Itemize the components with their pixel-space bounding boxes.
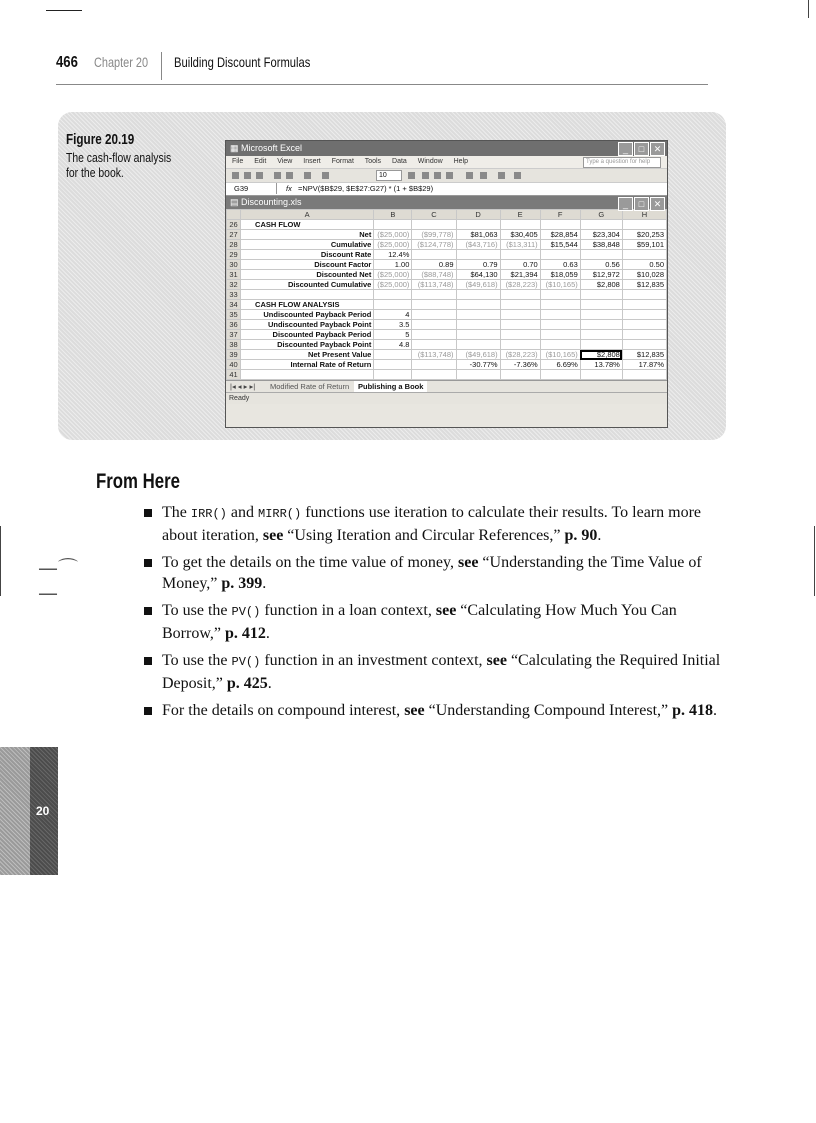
row-number[interactable]: 31 (227, 270, 241, 280)
item-text: To get the details on the time value of money, (162, 554, 458, 571)
cell[interactable]: 0.63 (540, 260, 580, 270)
table-row (227, 360, 667, 370)
section-heading: From Here (96, 470, 181, 493)
see-label: see (435, 602, 457, 619)
cell[interactable]: 17.87% (622, 360, 666, 370)
function-name: PV() (231, 655, 261, 669)
row-label[interactable]: Discounted Cumulative (241, 280, 374, 290)
cell[interactable] (580, 250, 622, 260)
function-name: PV() (231, 605, 261, 619)
workbook-titlebar (226, 196, 667, 209)
select-all-corner[interactable] (227, 210, 241, 220)
cell[interactable]: ($43,716) (456, 240, 500, 250)
cell[interactable]: ($10,165) (540, 280, 580, 290)
table-row (227, 310, 667, 320)
column-header[interactable]: F (540, 210, 580, 220)
status-bar: Ready (226, 392, 667, 404)
see-label: see (404, 702, 425, 719)
thumb-tab-shade (0, 747, 30, 875)
row-label[interactable]: Undiscounted Payback Point (241, 320, 374, 330)
cell[interactable] (374, 300, 412, 310)
cell[interactable] (580, 370, 622, 380)
table-row (227, 330, 667, 340)
menu-edit[interactable]: Edit (254, 158, 267, 165)
row-number[interactable]: 32 (227, 280, 241, 290)
excel-window (225, 140, 668, 428)
row-label[interactable]: CASH FLOW (241, 220, 374, 230)
bullet-icon (144, 559, 152, 567)
cell[interactable]: ($49,618) (456, 280, 500, 290)
cell[interactable] (622, 370, 666, 380)
column-header[interactable]: A (241, 210, 374, 220)
excel-app-icon: ▦ (230, 143, 242, 153)
cell[interactable] (500, 330, 540, 340)
cell[interactable]: ($13,311) (500, 240, 540, 250)
sum-icon[interactable] (304, 172, 311, 179)
list-item (148, 502, 728, 546)
fill-color-icon[interactable] (514, 172, 521, 179)
excel-titlebar (226, 141, 667, 156)
cell[interactable]: 0.79 (456, 260, 500, 270)
cell[interactable] (456, 340, 500, 350)
cell[interactable]: 1.00 (374, 260, 412, 270)
close-icon[interactable]: ✕ (650, 197, 665, 211)
align-left-icon[interactable] (422, 172, 429, 179)
table-row (227, 240, 667, 250)
cell[interactable] (622, 250, 666, 260)
save-icon[interactable] (256, 172, 263, 179)
cell[interactable]: $12,835 (622, 280, 666, 290)
chapter-label: Chapter 20 (94, 54, 149, 70)
name-box[interactable]: G39 (228, 183, 277, 194)
cell[interactable]: 6.69% (540, 360, 580, 370)
bold-icon[interactable] (408, 172, 415, 179)
menu-bar (226, 156, 667, 168)
table-row (227, 300, 667, 310)
figure-title: Figure 20.19 (66, 131, 135, 148)
table-row (227, 250, 667, 260)
cell[interactable] (456, 220, 500, 230)
align-center-icon[interactable] (434, 172, 441, 179)
cell[interactable]: $10,028 (622, 270, 666, 280)
cell[interactable]: -7.36% (500, 360, 540, 370)
redo-icon[interactable] (286, 172, 293, 179)
row-number[interactable]: 33 (227, 290, 241, 300)
cross-reference[interactable]: “Using Iteration and Circular References,” (283, 527, 565, 544)
row-number[interactable]: 26 (227, 220, 241, 230)
restore-icon[interactable]: □ (634, 197, 649, 211)
page-reference[interactable]: p. 412 (224, 625, 266, 642)
cross-reference[interactable]: “Calculating How Much You Can Borrow,” (162, 602, 677, 642)
row-label[interactable]: Cumulative (241, 240, 374, 250)
table-row (227, 320, 667, 330)
list-item (148, 650, 728, 694)
cell[interactable] (540, 220, 580, 230)
cell[interactable] (540, 310, 580, 320)
item-text: function in a loan context, (260, 602, 436, 619)
cell[interactable] (540, 300, 580, 310)
chapter-title: Building Discount Formulas (174, 54, 311, 70)
maximize-icon[interactable]: □ (634, 142, 649, 156)
cell[interactable]: ($25,000) (374, 270, 412, 280)
cell[interactable] (500, 250, 540, 260)
decimal-icon[interactable] (480, 172, 487, 179)
item-text: and (226, 504, 258, 521)
crop-mark (46, 10, 82, 11)
cell[interactable]: ($88,748) (412, 270, 456, 280)
menu-insert[interactable]: Insert (303, 158, 321, 165)
figure-caption: The cash-flow analysis for the book. (66, 150, 172, 180)
page-number: 466 (56, 54, 78, 71)
item-text: For the details on compound interest, (162, 702, 405, 719)
cell[interactable] (622, 310, 666, 320)
table-row (227, 370, 667, 380)
list-item (148, 600, 728, 644)
row-number[interactable]: 28 (227, 240, 241, 250)
column-header[interactable]: C (412, 210, 456, 220)
menu-data[interactable]: Data (392, 158, 407, 165)
cell[interactable] (456, 300, 500, 310)
item-text: function in an investment context, (260, 652, 487, 669)
cell[interactable] (622, 340, 666, 350)
bullet-icon (144, 707, 152, 715)
cell[interactable] (412, 330, 456, 340)
cell[interactable]: 0.50 (622, 260, 666, 270)
cell[interactable] (412, 340, 456, 350)
table-row (227, 270, 667, 280)
cross-reference[interactable]: “Understanding the Time Value of Money,” (162, 554, 702, 592)
cell[interactable] (622, 300, 666, 310)
cell[interactable] (622, 290, 666, 300)
item-text: . (597, 527, 602, 544)
cell[interactable] (500, 290, 540, 300)
cell[interactable]: 4 (374, 310, 412, 320)
cell[interactable] (580, 340, 622, 350)
page-reference[interactable]: p. 90 (564, 527, 598, 544)
align-right-icon[interactable] (446, 172, 453, 179)
cell[interactable]: $81,063 (456, 230, 500, 240)
chart-icon[interactable] (322, 172, 329, 179)
page-reference[interactable]: p. 418 (672, 702, 714, 719)
minimize-icon[interactable]: _ (618, 197, 633, 211)
item-text: To use the (162, 652, 232, 669)
cell[interactable]: $28,854 (540, 230, 580, 240)
cell[interactable]: ($113,748) (412, 350, 456, 360)
cell[interactable] (456, 320, 500, 330)
font-size-select[interactable]: 10 (376, 170, 402, 181)
cell[interactable]: 5 (374, 330, 412, 340)
item-text: functions use iteration to calculate their results. To learn more about iteration, (162, 504, 702, 544)
cell[interactable] (500, 370, 540, 380)
cell[interactable] (412, 360, 456, 370)
cell[interactable] (500, 310, 540, 320)
app-title: Microsoft Excel (241, 143, 303, 153)
row-number[interactable]: 38 (227, 340, 241, 350)
cell[interactable] (622, 220, 666, 230)
row-label[interactable] (241, 290, 374, 300)
cell[interactable]: $38,848 (580, 240, 622, 250)
row-label[interactable]: Net (241, 230, 374, 240)
cell[interactable]: $21,394 (500, 270, 540, 280)
cell[interactable]: ($28,223) (500, 280, 540, 290)
cell[interactable]: 13.78% (580, 360, 622, 370)
running-header (56, 54, 708, 85)
sheet-tab-modified-rate[interactable]: Modified Rate of Return (270, 382, 350, 391)
cell[interactable] (456, 290, 500, 300)
menu-view[interactable]: View (277, 158, 293, 165)
item-text: . (265, 625, 270, 642)
cell[interactable]: ($25,000) (374, 240, 412, 250)
cell[interactable] (580, 320, 622, 330)
cell[interactable] (374, 360, 412, 370)
cell[interactable] (500, 340, 540, 350)
help-search-input[interactable]: Type a question for help (583, 157, 661, 168)
cell[interactable] (412, 290, 456, 300)
cell[interactable] (622, 320, 666, 330)
cell[interactable] (580, 300, 622, 310)
table-row (227, 350, 667, 360)
cell[interactable] (500, 220, 540, 230)
item-text: . (267, 675, 272, 692)
cell[interactable]: $59,101 (622, 240, 666, 250)
cell[interactable]: $12,835 (622, 350, 666, 360)
cell[interactable]: $12,972 (580, 270, 622, 280)
cell[interactable]: 0.89 (412, 260, 456, 270)
cross-reference[interactable]: “Calculating the Required Initial Deposit,” (162, 652, 721, 692)
cell[interactable] (622, 330, 666, 340)
cell[interactable] (374, 290, 412, 300)
row-number[interactable]: 35 (227, 310, 241, 320)
toolbar (226, 168, 667, 183)
menu-file[interactable]: File (232, 158, 244, 165)
cell[interactable]: -30.77% (456, 360, 500, 370)
column-header[interactable]: D (456, 210, 500, 220)
minimize-icon[interactable]: _ (618, 142, 633, 156)
cell[interactable]: 4.8 (374, 340, 412, 350)
function-name: MIRR() (258, 507, 302, 521)
item-text: The (162, 504, 191, 521)
spreadsheet-grid (226, 209, 667, 380)
table-row (227, 230, 667, 240)
item-text: To use the (162, 602, 232, 619)
row-label[interactable]: Undiscounted Payback Period (241, 310, 374, 320)
row-label[interactable]: Internal Rate of Return (241, 360, 374, 370)
open-icon[interactable] (244, 172, 251, 179)
cell[interactable]: ($25,000) (374, 230, 412, 240)
cell[interactable] (456, 330, 500, 340)
row-label[interactable]: Discount Factor (241, 260, 374, 270)
cell[interactable]: ($49,618) (456, 350, 500, 360)
menu-format[interactable]: Format (331, 158, 354, 165)
row-label[interactable]: CASH FLOW ANALYSIS (241, 300, 374, 310)
cell[interactable] (540, 340, 580, 350)
bullet-icon (144, 509, 152, 517)
cell[interactable]: $18,059 (540, 270, 580, 280)
cell[interactable] (374, 370, 412, 380)
cross-reference[interactable]: “Understanding Compound Interest,” (424, 702, 673, 719)
see-label: see (486, 652, 507, 669)
column-header[interactable]: E (500, 210, 540, 220)
cell[interactable] (412, 310, 456, 320)
cell[interactable]: $2,808 (580, 280, 622, 290)
crop-mark (808, 0, 809, 18)
sheet-tab-bar (226, 380, 667, 392)
cell[interactable]: ($113,748) (412, 280, 456, 290)
row-number[interactable]: 39 (227, 350, 241, 360)
row-label[interactable]: Discounted Payback Period (241, 330, 374, 340)
reference-list (148, 502, 728, 727)
cell[interactable] (580, 310, 622, 320)
cell[interactable] (500, 320, 540, 330)
cell[interactable]: $20,253 (622, 230, 666, 240)
see-label: see (262, 527, 284, 544)
cell[interactable] (412, 320, 456, 330)
page-reference[interactable]: p. 425 (226, 675, 268, 692)
bullet-icon (144, 657, 152, 665)
cell[interactable]: ($10,165) (540, 350, 580, 360)
table-row (227, 290, 667, 300)
header-divider (161, 52, 162, 80)
cell[interactable] (540, 320, 580, 330)
menu-tools[interactable]: Tools (364, 158, 382, 165)
cell[interactable] (456, 370, 500, 380)
cell[interactable]: ($99,778) (412, 230, 456, 240)
row-number[interactable]: 40 (227, 360, 241, 370)
table-row (227, 340, 667, 350)
cell[interactable]: $64,130 (456, 270, 500, 280)
thumb-tab-number: 20 (36, 804, 50, 818)
see-label: see (457, 554, 479, 571)
registration-mark-icon: —⌒— (38, 556, 78, 605)
cell[interactable] (374, 220, 412, 230)
cell[interactable]: ($28,223) (500, 350, 540, 360)
item-text: . (262, 575, 267, 592)
page-reference[interactable]: p. 399 (221, 575, 263, 592)
cell[interactable] (412, 300, 456, 310)
crop-mark (814, 526, 815, 596)
workbook-icon: ▤ (230, 197, 242, 207)
cell[interactable]: 3.5 (374, 320, 412, 330)
cell[interactable] (540, 250, 580, 260)
cell[interactable]: 12.4% (374, 250, 412, 260)
cell[interactable]: ($124,778) (412, 240, 456, 250)
cell[interactable] (412, 370, 456, 380)
column-header[interactable]: G (580, 210, 622, 220)
cell[interactable] (540, 370, 580, 380)
table-row (227, 280, 667, 290)
sheet-nav-arrows-icon[interactable]: |◂ ◂ ▸ ▸| (230, 382, 256, 391)
menu-help[interactable]: Help (453, 158, 469, 165)
table-row (227, 260, 667, 270)
close-icon[interactable]: ✕ (650, 142, 665, 156)
cell[interactable]: ($25,000) (374, 280, 412, 290)
currency-icon[interactable] (466, 172, 473, 179)
workbook-title: Discounting.xls (241, 197, 302, 207)
cell[interactable] (540, 290, 580, 300)
formula-input[interactable]: =NPV($B$29, $E$27:G27) * (1 + $B$29) (298, 184, 434, 193)
row-label[interactable]: Net Present Value (241, 350, 374, 360)
row-label[interactable] (241, 370, 374, 380)
row-number[interactable]: 30 (227, 260, 241, 270)
cell[interactable] (374, 350, 412, 360)
cell[interactable] (412, 250, 456, 260)
cell[interactable] (456, 310, 500, 320)
cell[interactable] (456, 250, 500, 260)
item-text: . (713, 702, 718, 719)
row-label[interactable]: Discount Rate (241, 250, 374, 260)
cell[interactable] (500, 300, 540, 310)
cell[interactable] (412, 220, 456, 230)
cell[interactable] (580, 220, 622, 230)
cell[interactable] (540, 330, 580, 340)
list-item (148, 700, 728, 721)
row-number[interactable]: 34 (227, 300, 241, 310)
bullet-icon (144, 607, 152, 615)
row-number[interactable]: 41 (227, 370, 241, 380)
cell[interactable]: $2,808 (580, 350, 622, 360)
crop-mark (0, 526, 1, 596)
menu-window[interactable]: Window (417, 158, 443, 165)
borders-icon[interactable] (498, 172, 505, 179)
table-row (227, 220, 667, 230)
undo-icon[interactable] (274, 172, 281, 179)
cell[interactable]: $23,304 (580, 230, 622, 240)
sheet-tab-publishing[interactable]: Publishing a Book (354, 381, 427, 392)
row-label[interactable]: Discounted Payback Point (241, 340, 374, 350)
cell[interactable]: 0.56 (580, 260, 622, 270)
cell[interactable]: $15,544 (540, 240, 580, 250)
formula-bar (226, 183, 667, 196)
column-header[interactable]: B (374, 210, 412, 220)
row-label[interactable]: Discounted Net (241, 270, 374, 280)
row-number[interactable]: 29 (227, 250, 241, 260)
function-name: IRR() (190, 507, 227, 521)
new-icon[interactable] (232, 172, 239, 179)
row-number[interactable]: 37 (227, 330, 241, 340)
cell[interactable] (580, 290, 622, 300)
fx-icon[interactable]: fx (286, 184, 292, 193)
row-number[interactable]: 36 (227, 320, 241, 330)
cell[interactable]: 0.70 (500, 260, 540, 270)
list-item (148, 552, 728, 594)
cell[interactable] (580, 330, 622, 340)
column-header[interactable]: H (622, 210, 666, 220)
cell[interactable]: $30,405 (500, 230, 540, 240)
row-number[interactable]: 27 (227, 230, 241, 240)
